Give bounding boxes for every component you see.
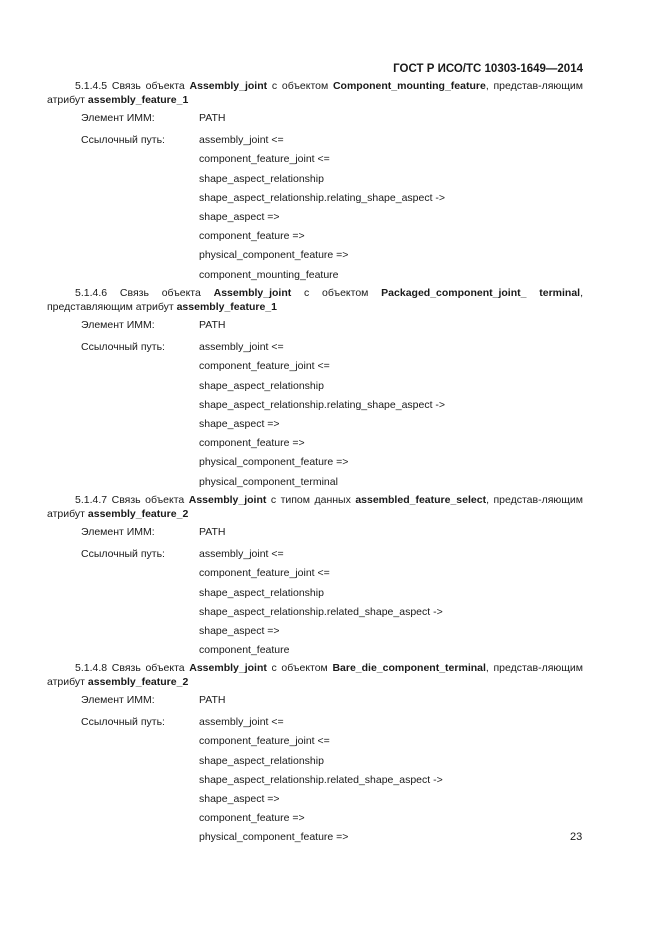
ref-path-row — [47, 131, 583, 150]
attribute-name: assembly_feature_1 — [87, 94, 189, 106]
section-heading — [47, 79, 583, 107]
path-row — [47, 357, 583, 376]
section-heading — [47, 661, 583, 689]
path-row — [47, 150, 583, 169]
section-heading — [47, 286, 583, 314]
ref-path-row — [47, 338, 583, 357]
path-step: shape_aspect => — [199, 624, 280, 637]
ref-path-row — [47, 713, 583, 732]
ref-path-label: Ссылочный путь: — [81, 716, 165, 729]
path-row — [47, 434, 583, 453]
mapping-section — [47, 79, 583, 285]
path-step: shape_aspect_relationship — [199, 754, 324, 767]
mapping-section — [47, 493, 583, 660]
path-step: component_feature_joint <= — [199, 360, 330, 373]
path-row — [47, 732, 583, 751]
target-name: Packaged_component_joint_ terminal — [381, 287, 581, 299]
path-row — [47, 771, 583, 790]
path-row — [47, 641, 583, 660]
attribute-name: assembly_feature_2 — [87, 508, 189, 520]
page-number: 23 — [570, 831, 583, 843]
mapping-section — [47, 661, 583, 848]
entity-name: Assembly_joint — [188, 494, 267, 506]
path-step: shape_aspect => — [199, 792, 280, 805]
path-step: assembly_joint <= — [199, 548, 284, 561]
path-step: component_feature_joint <= — [199, 735, 330, 748]
path-row — [47, 246, 583, 265]
path-step: shape_aspect => — [199, 210, 280, 223]
path-step: physical_component_feature => — [199, 831, 349, 844]
heading-text: с объектом — [291, 287, 382, 299]
path-step: component_mounting_feature — [199, 268, 339, 281]
ref-path-label: Ссылочный путь: — [81, 548, 165, 561]
path-row — [47, 266, 583, 285]
imm-element-label: Элемент ИММ: — [81, 694, 155, 706]
imm-element-value: PATH — [199, 694, 226, 706]
document-code: ГОСТ Р ИСО/ТС 10303-1649—2014 — [393, 63, 583, 75]
heading-text: , представ-ляющим атрибут — [47, 662, 583, 688]
entity-name: Assembly_joint — [189, 80, 268, 92]
imm-element-label: Элемент ИММ: — [81, 319, 155, 331]
path-row — [47, 584, 583, 603]
heading-text: с объектом — [267, 80, 333, 92]
path-step: shape_aspect_relationship — [199, 172, 324, 185]
heading-text: , представ-ляющим атрибут — [47, 494, 584, 520]
path-row — [47, 208, 583, 227]
path-step: shape_aspect_relationship — [199, 379, 324, 392]
path-row — [47, 473, 583, 492]
imm-element-row — [47, 691, 583, 710]
imm-element-label: Элемент ИММ: — [81, 112, 155, 124]
path-row — [47, 170, 583, 189]
path-row — [47, 809, 583, 828]
path-step: assembly_joint <= — [199, 341, 284, 354]
path-row — [47, 396, 583, 415]
heading-text: Связь объекта — [111, 494, 189, 506]
path-step: component_feature => — [199, 437, 305, 450]
path-step: component_feature => — [199, 812, 305, 825]
section-number: 5.1.4.5 — [75, 80, 108, 92]
attribute-name: assembly_feature_1 — [176, 301, 277, 313]
ref-path-row — [47, 545, 583, 564]
path-step: shape_aspect_relationship.related_shape_aspect -> — [199, 773, 443, 786]
entity-name: Assembly_joint — [213, 287, 292, 299]
path-step: physical_component_terminal — [199, 475, 338, 488]
path-step: shape_aspect_relationship.relating_shape_aspect -> — [199, 398, 446, 411]
path-step: component_feature — [199, 644, 290, 657]
imm-element-row — [47, 316, 583, 335]
path-row — [47, 189, 583, 208]
path-step: shape_aspect => — [199, 417, 280, 430]
path-row — [47, 415, 583, 434]
ref-path-label: Ссылочный путь: — [81, 134, 165, 147]
path-step: component_feature_joint <= — [199, 153, 330, 166]
ref-path-label: Ссылочный путь: — [81, 341, 165, 354]
mapping-section — [47, 286, 583, 492]
path-step: assembly_joint <= — [199, 716, 284, 729]
path-step: component_feature_joint <= — [199, 567, 330, 580]
path-step: assembly_joint <= — [199, 134, 284, 147]
heading-text: Связь объекта — [111, 80, 190, 92]
path-step: shape_aspect_relationship — [199, 586, 324, 599]
path-step: shape_aspect_relationship.related_shape_aspect -> — [199, 605, 443, 618]
path-step: shape_aspect_relationship.relating_shape_aspect -> — [199, 191, 446, 204]
attribute-name: assembly_feature_2 — [87, 676, 189, 688]
path-row — [47, 377, 583, 396]
section-number: 5.1.4.6 — [75, 287, 108, 299]
imm-element-value: PATH — [199, 526, 226, 538]
heading-text: с объектом — [266, 662, 333, 674]
path-row — [47, 227, 583, 246]
path-row — [47, 603, 583, 622]
imm-element-value: PATH — [199, 319, 226, 331]
path-step: component_feature => — [199, 230, 305, 243]
heading-text: Связь объекта — [119, 287, 214, 299]
path-row — [47, 790, 583, 809]
heading-text: с типом данных — [266, 494, 356, 506]
heading-text: , представляющим атрибут — [47, 287, 583, 313]
heading-text: , представ-ляющим атрибут — [47, 80, 583, 106]
imm-element-row — [47, 109, 583, 128]
imm-element-row — [47, 523, 583, 542]
entity-name: Assembly_joint — [189, 662, 267, 674]
section-number: 5.1.4.7 — [75, 494, 108, 506]
imm-element-value: PATH — [199, 112, 226, 124]
heading-text: Связь объекта — [111, 662, 190, 674]
path-row — [47, 828, 583, 847]
path-step: physical_component_feature => — [199, 456, 349, 469]
path-row — [47, 752, 583, 771]
path-row — [47, 564, 583, 583]
path-row — [47, 622, 583, 641]
path-step: physical_component_feature => — [199, 249, 349, 262]
imm-element-label: Элемент ИММ: — [81, 526, 155, 538]
target-name: assembled_feature_select — [355, 494, 487, 506]
target-name: Component_mounting_feature — [332, 80, 486, 92]
target-name: Bare_die_component_terminal — [332, 662, 486, 674]
section-number: 5.1.4.8 — [75, 662, 108, 674]
path-row — [47, 453, 583, 472]
section-heading — [47, 493, 583, 521]
